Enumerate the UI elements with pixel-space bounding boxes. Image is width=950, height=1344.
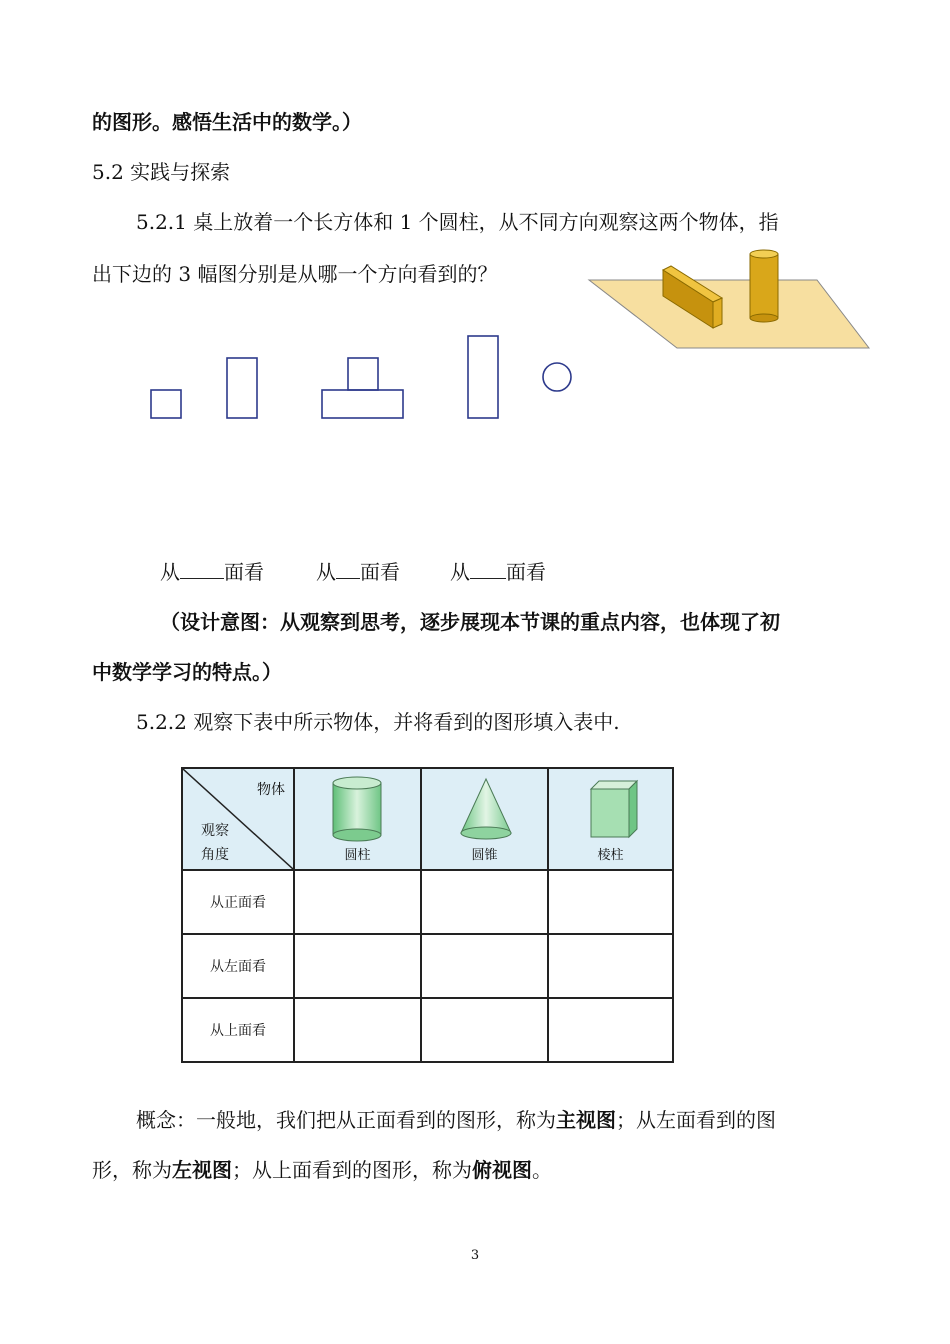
cone-label: 圆锥	[471, 848, 498, 863]
answer-cell[interactable]	[294, 998, 421, 1062]
answer-cell[interactable]	[421, 998, 548, 1062]
continuation-text: 的图形。感悟生活中的数学。）	[92, 110, 362, 134]
answer-cell[interactable]	[548, 870, 673, 934]
table-corner-cell	[182, 768, 294, 870]
blank-1-underline[interactable]	[180, 560, 224, 579]
concept-line2: 形，称为左视图；从上面看到的图形，称为俯视图。	[92, 1158, 552, 1182]
circle-shape	[543, 363, 571, 391]
t-shape-top	[348, 358, 378, 390]
row-label-front: 从正面看	[182, 870, 294, 934]
answer-cell[interactable]	[421, 934, 548, 998]
cylinder-label: 圆柱	[344, 848, 371, 863]
blank-2: 从 面看	[316, 560, 400, 584]
cylinder-header-cell	[294, 768, 421, 870]
view-diagrams	[140, 325, 580, 425]
blank-3: 从 面看	[450, 560, 546, 584]
table-header-row	[182, 768, 673, 870]
prism-label: 棱柱	[597, 848, 624, 863]
design-intent-line1: （设计意图：从观察到思考，逐步展现本节课的重点内容，也体现了初	[160, 610, 780, 634]
prism-icon	[585, 775, 645, 845]
concept-line1: 概念：一般地，我们把从正面看到的图形，称为主视图；从左面看到的图	[136, 1108, 776, 1132]
row-label-top: 从上面看	[182, 998, 294, 1062]
term-left-view: 左视图	[172, 1158, 232, 1182]
narrow-tall-rectangle-shape	[468, 336, 498, 418]
blank-1: 从 面看	[160, 560, 264, 584]
answer-cell[interactable]	[548, 934, 673, 998]
views-table	[181, 767, 674, 1063]
answer-cell[interactable]	[294, 934, 421, 998]
row-label-left: 从左面看	[182, 934, 294, 998]
question-522: 5.2.2 观察下表中所示物体，并将看到的图形填入表中.	[136, 710, 620, 734]
design-intent-line2: 中数学学习的特点。）	[92, 660, 282, 684]
blank-2-underline[interactable]	[336, 560, 360, 579]
table-row	[182, 998, 673, 1062]
page-number: 3	[470, 1248, 480, 1263]
answer-cell[interactable]	[548, 998, 673, 1062]
table-row	[182, 934, 673, 998]
term-main-view: 主视图	[556, 1108, 616, 1132]
prism-header-cell	[548, 768, 673, 870]
corner-angle-label: 观察 角度	[201, 823, 229, 863]
t-shape-base	[322, 390, 403, 418]
cone-icon	[456, 777, 516, 847]
question-521-line1: 5.2.1 桌上放着一个长方体和 1 个圆柱，从不同方向观察这两个物体，指	[136, 210, 779, 234]
term-top-view: 俯视图	[472, 1158, 532, 1182]
table-row	[182, 870, 673, 934]
cone-header-cell	[421, 768, 548, 870]
blank-3-underline[interactable]	[470, 560, 506, 579]
answer-cell[interactable]	[421, 870, 548, 934]
question-521-line2: 出下边的 3 幅图分别是从哪一个方向看到的？	[92, 262, 498, 286]
cylinder-icon	[327, 775, 387, 845]
desk-scene-illustration	[585, 240, 875, 355]
small-square-shape	[151, 390, 181, 418]
corner-object-label: 物体	[257, 782, 285, 798]
section-heading: 5.2 实践与探索	[92, 160, 231, 184]
tall-rectangle-shape	[227, 358, 257, 418]
answer-cell[interactable]	[294, 870, 421, 934]
